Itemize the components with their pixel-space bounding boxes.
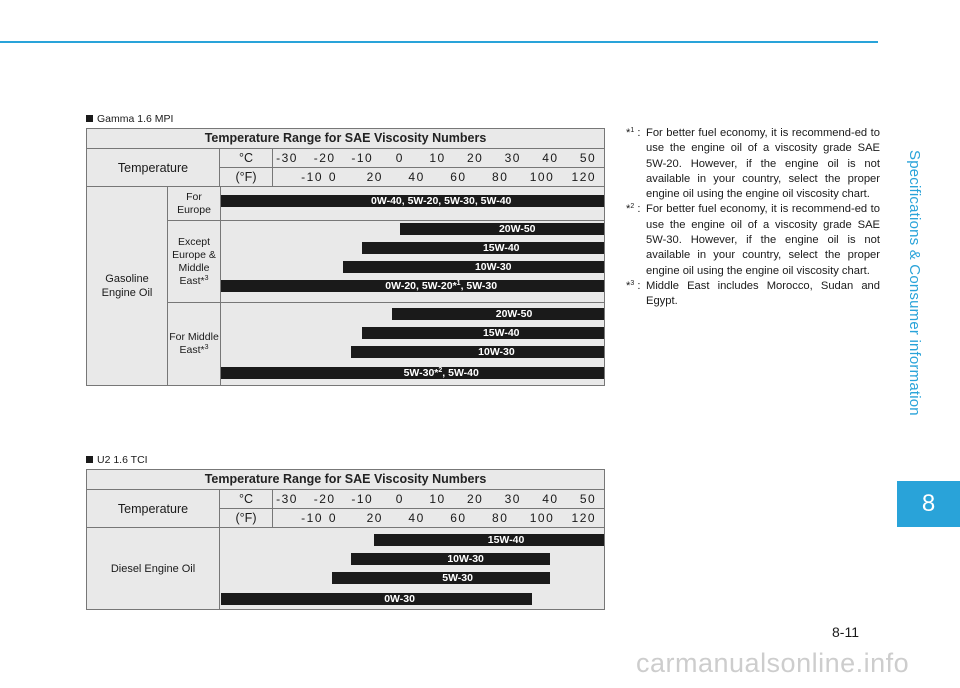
viscosity-bar — [351, 346, 604, 358]
temperature-label: Temperature — [87, 490, 220, 528]
viscosity-bar — [343, 261, 604, 273]
viscosity-bar-label: 0W-30 — [384, 593, 415, 605]
celsius-tick: -20 — [313, 492, 336, 506]
footnote: *$^2$ : For better fuel economy, it is recommend-ed to use the engine oil of a viscosity grade SAE 5W-30. However, if the engine oil is not available in your country, select the proper engine oil using the engine oil viscosity chart. — [626, 203, 880, 277]
chapter-tab: 8 — [897, 481, 960, 527]
engine-label: Diesel Engine Oil — [87, 528, 220, 609]
celsius-tick: 0 — [395, 151, 404, 165]
viscosity-bar-label: 0W-20, 5W-20*$^1$, 5W-30 — [385, 280, 498, 292]
watermark-url: carmanualsonline.info — [636, 648, 910, 678]
celsius-tick: 50 — [579, 151, 597, 165]
square-bullet-icon — [86, 115, 93, 122]
viscosity-bar — [221, 195, 604, 207]
viscosity-bar — [221, 280, 604, 292]
fahrenheit-tick: 80 — [492, 511, 509, 525]
fahrenheit-tick: -10 — [301, 170, 323, 184]
viscosity-bar — [374, 534, 604, 546]
footnote: *$^3$ : Middle East includes Morocco, Sudan and Egypt. — [626, 279, 880, 308]
fahrenheit-tick: 0 — [328, 511, 338, 525]
celsius-scale — [273, 149, 604, 168]
celsius-tick: 40 — [542, 492, 559, 506]
celsius-tick: 10 — [429, 151, 446, 165]
square-bullet-icon — [86, 456, 93, 463]
fahrenheit-scale — [273, 168, 604, 187]
unit-fahrenheit: (°F) — [220, 168, 273, 187]
viscosity-bar — [392, 308, 604, 320]
viscosity-bar-label: 20W-50 — [498, 223, 536, 235]
region-middle-east: For Middle East*$^3$ — [168, 303, 221, 385]
viscosity-table-gasoline — [86, 128, 605, 386]
celsius-tick: -30 — [276, 492, 298, 506]
viscosity-bar — [400, 223, 604, 235]
viscosity-table-diesel — [86, 469, 605, 610]
viscosity-bar-label: 15W-40 — [487, 534, 525, 546]
fahrenheit-tick: 100 — [529, 170, 555, 184]
fahrenheit-tick: 0 — [328, 170, 338, 184]
footnotes — [626, 126, 880, 310]
viscosity-bar-label: 10W-30 — [447, 553, 484, 565]
viscosity-bar-label: 20W-50 — [495, 308, 533, 320]
footnote: *$^1$ : For better fuel economy, it is recommend-ed to use the engine oil of a viscosity grade SAE 5W-20. However, if the engine oil is not available in your country, select the proper engine oil using the engine oil viscosity chart. — [626, 127, 880, 201]
viscosity-bar-label: 5W-30*$^2$, 5W-40 — [403, 367, 479, 379]
fahrenheit-tick: 120 — [571, 170, 597, 184]
region-except-europe: Except Europe & Middle East*$^3$ — [168, 221, 221, 303]
section-label-u2: U2 1.6 TCI — [86, 454, 148, 466]
unit-celsius: °C — [220, 149, 273, 168]
celsius-scale — [273, 490, 604, 509]
fahrenheit-scale — [273, 509, 604, 528]
celsius-tick: 30 — [504, 151, 521, 165]
unit-fahrenheit: (°F) — [220, 509, 273, 528]
fahrenheit-tick: 80 — [492, 170, 509, 184]
fahrenheit-tick: 60 — [450, 170, 467, 184]
viscosity-bar — [362, 242, 604, 254]
fahrenheit-tick: 40 — [408, 511, 425, 525]
fahrenheit-tick: 40 — [408, 170, 425, 184]
viscosity-bar — [351, 553, 550, 565]
viscosity-bar-label: 0W-40, 5W-20, 5W-30, 5W-40 — [371, 195, 512, 207]
fahrenheit-tick: 20 — [366, 511, 383, 525]
chapter-side-title: Specifications & Consumer information — [906, 150, 923, 416]
fahrenheit-tick: 100 — [529, 511, 555, 525]
celsius-tick: 10 — [429, 492, 446, 506]
viscosity-bar-label: 15W-40 — [482, 327, 520, 339]
engine-label: Gasoline Engine Oil — [87, 187, 168, 385]
fahrenheit-tick: -10 — [301, 511, 323, 525]
celsius-tick: 40 — [542, 151, 559, 165]
celsius-tick: -10 — [351, 151, 374, 165]
fahrenheit-tick: 20 — [366, 170, 383, 184]
region-europe: For Europe — [168, 187, 221, 221]
celsius-tick: 30 — [504, 492, 521, 506]
viscosity-bar-label: 15W-40 — [482, 242, 520, 254]
celsius-tick: 20 — [466, 492, 484, 506]
row-divider — [220, 302, 604, 303]
temperature-label: Temperature — [87, 149, 220, 187]
fahrenheit-tick: 120 — [571, 511, 597, 525]
celsius-tick: 50 — [579, 492, 597, 506]
page-number: 8-11 — [832, 624, 859, 640]
header-rule — [0, 41, 878, 43]
viscosity-bar — [221, 593, 532, 605]
viscosity-bar-label: 5W-30 — [442, 572, 473, 584]
table-title: Temperature Range for SAE Viscosity Numbers — [87, 129, 604, 149]
viscosity-bar — [332, 572, 550, 584]
viscosity-bar-label: 10W-30 — [474, 261, 512, 273]
celsius-tick: -20 — [313, 151, 336, 165]
viscosity-bar — [362, 327, 604, 339]
celsius-tick: 0 — [395, 492, 404, 506]
table-title: Temperature Range for SAE Viscosity Numbers — [87, 470, 604, 490]
section-label-gamma: Gamma 1.6 MPI — [86, 113, 173, 125]
celsius-tick: -10 — [351, 492, 374, 506]
viscosity-bar — [221, 367, 604, 379]
celsius-tick: -30 — [276, 151, 298, 165]
row-divider — [220, 220, 604, 221]
fahrenheit-tick: 60 — [450, 511, 467, 525]
unit-celsius: °C — [220, 490, 273, 509]
celsius-tick: 20 — [466, 151, 484, 165]
viscosity-bar-label: 10W-30 — [478, 346, 515, 358]
